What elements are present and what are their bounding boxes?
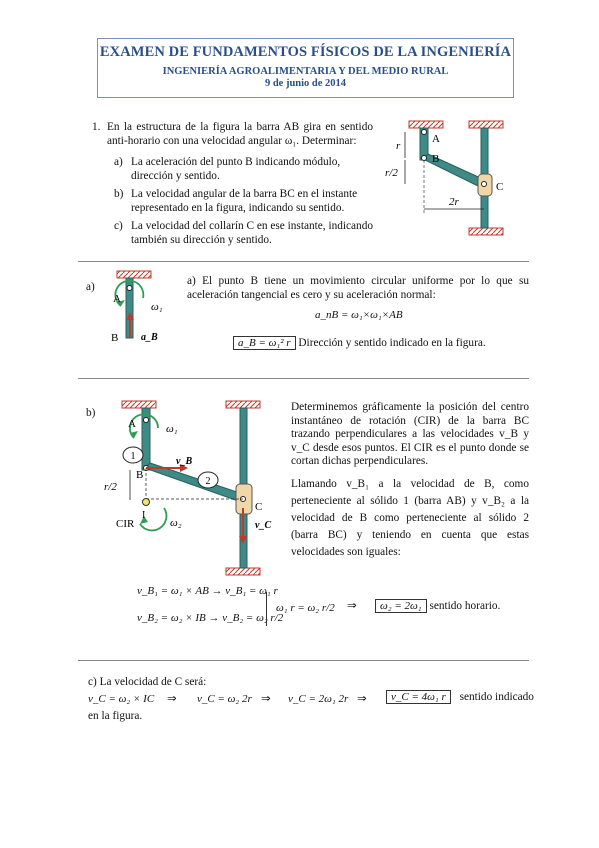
item-text-c: La velocidad del collarín C en ese instante, indicando también su dirección y sentido. <box>131 220 373 246</box>
part-c-arrow-1: ⇒ <box>167 693 177 705</box>
part-c-result-row <box>386 691 534 705</box>
pin-a <box>127 286 132 291</box>
ground-support-a <box>122 401 156 408</box>
ground-support-top <box>469 121 503 128</box>
part-c-arrow-3: ⇒ <box>357 693 367 705</box>
label-omega1: ω₁ <box>166 423 178 435</box>
label-a: A <box>113 293 121 305</box>
item-label-b: b) <box>114 188 124 200</box>
label-b: B <box>136 469 144 481</box>
ground-support-bottom <box>469 228 503 235</box>
label-vc: v_C <box>255 520 272 531</box>
label-ab: a_B <box>141 332 158 343</box>
exam-header <box>97 38 514 98</box>
part-c-result-note: sentido indicado <box>459 691 534 703</box>
part-b-eq1: v_B₁ = ω₁ × AB → v_B₁ = ω₁ r <box>137 585 278 597</box>
label-omega: ω₁ <box>151 301 163 313</box>
part-c-eq1: v_C = ω₂ × IC <box>88 693 155 705</box>
part-b-eq2: v_B₂ = ω₂ × IB → v_B₂ = ω₂ r/2 <box>137 612 284 624</box>
label-b: B <box>111 332 119 344</box>
pin-b <box>422 156 427 161</box>
pin-a <box>144 418 149 423</box>
ground-support-a <box>409 121 443 128</box>
part-c-intro: c) La velocidad de C será: <box>88 676 207 688</box>
label-omega2: ω₂ <box>170 517 182 529</box>
problem-number: 1. <box>92 121 101 133</box>
label-i: I <box>142 510 146 521</box>
item-label-a: a) <box>114 156 123 168</box>
part-a-figure <box>103 268 178 353</box>
exam-date: 9 de junio de 2014 <box>264 78 347 89</box>
part-c-eq2: v_C = ω₂ 2r <box>197 693 252 705</box>
label-1: 1 <box>130 451 136 462</box>
part-a-label: a) <box>86 281 95 293</box>
structure-figure <box>383 118 513 243</box>
part-a-result-note: Dirección y sentido indicado en la figura. <box>298 337 486 349</box>
part-b-eq3: ω₁ r = ω₂ r/2 <box>276 602 335 614</box>
part-a-result: a_B = ω₁² r <box>233 336 296 350</box>
part-c-arrow-2: ⇒ <box>261 693 271 705</box>
exam-title: EXAMEN DE FUNDAMENTOS FÍSICOS DE LA INGENIERÍA <box>99 44 512 60</box>
label-r: r <box>396 140 401 152</box>
part-b-result-note: sentido horario. <box>429 600 501 612</box>
part-b-result-row <box>375 600 500 614</box>
item-text-a: La aceleración del punto B indicando módulo, dirección y sentido. <box>131 156 341 182</box>
label-cir: CIR <box>116 518 135 530</box>
ground-support-bottom <box>226 568 260 575</box>
brace <box>266 592 268 626</box>
divider-3 <box>78 660 529 661</box>
label-2r: 2r <box>449 196 459 208</box>
ground-support-top <box>226 401 260 408</box>
label-b: B <box>432 153 440 165</box>
divider-1 <box>78 261 529 262</box>
pin-c <box>482 182 487 187</box>
label-r2: r/2 <box>385 167 398 179</box>
part-b-result: ω₂ = 2ω₁ <box>375 599 427 613</box>
divider-2 <box>78 378 529 379</box>
cir-point <box>143 499 150 506</box>
label-vb: v_B <box>176 456 193 467</box>
problem-statement: En la estructura de la figura la barra AB gira en sentido anti-horario con una velocidad angular ω₁. Determinar: <box>107 121 373 147</box>
exam-subtitle: INGENIERÍA AGROALIMENTARIA Y DEL MEDIO RURAL <box>162 66 449 77</box>
part-c-eq3: v_C = 2ω₁ 2r <box>288 693 349 705</box>
part-b-figure <box>100 398 285 578</box>
label-r2: r/2 <box>104 481 117 493</box>
part-a-text: a) El punto B tiene un movimiento circular uniforme por lo que su aceleración tangencial es cero y su aceleración normal: <box>187 275 529 301</box>
part-b-arrow: ⇒ <box>347 600 357 612</box>
pin-a <box>422 130 427 135</box>
part-b-text-1: Determinemos gráficamente la posición del centro instantáneo de rotación (CIR) de la barra BC trazando perpendiculares a las velocidades v_B y v_C desde esos puntos. El CIR es el punto donde se cortan dichas perpendiculares. <box>291 401 529 468</box>
part-a-result-row <box>233 337 486 351</box>
label-c: C <box>255 501 263 513</box>
item-text-b: La velocidad angular de la barra BC en el instante representado en la figura, indicando su sentido. <box>131 188 358 214</box>
part-b-label: b) <box>86 407 96 419</box>
label-c: C <box>496 181 504 193</box>
ground-support <box>117 271 151 278</box>
label-a: A <box>128 418 136 430</box>
item-label-c: c) <box>114 220 123 232</box>
part-c-tail: en la figura. <box>88 710 143 722</box>
part-c-result: v_C = 4ω₁ r <box>386 690 451 704</box>
part-a-equation: a_nB = ω₁×ω₁×AB <box>315 309 403 321</box>
part-b-text-2: Llamando v_B₁ a la velocidad de B, como perteneciente al sólido 1 (barra AB) y v_B₂ a la velocidad de B como perteneciente al sólido 2 (barra BC) y teniendo en cuenta que estas velocidades son iguales: <box>291 478 529 558</box>
label-2: 2 <box>205 476 211 487</box>
label-a: A <box>432 133 440 145</box>
